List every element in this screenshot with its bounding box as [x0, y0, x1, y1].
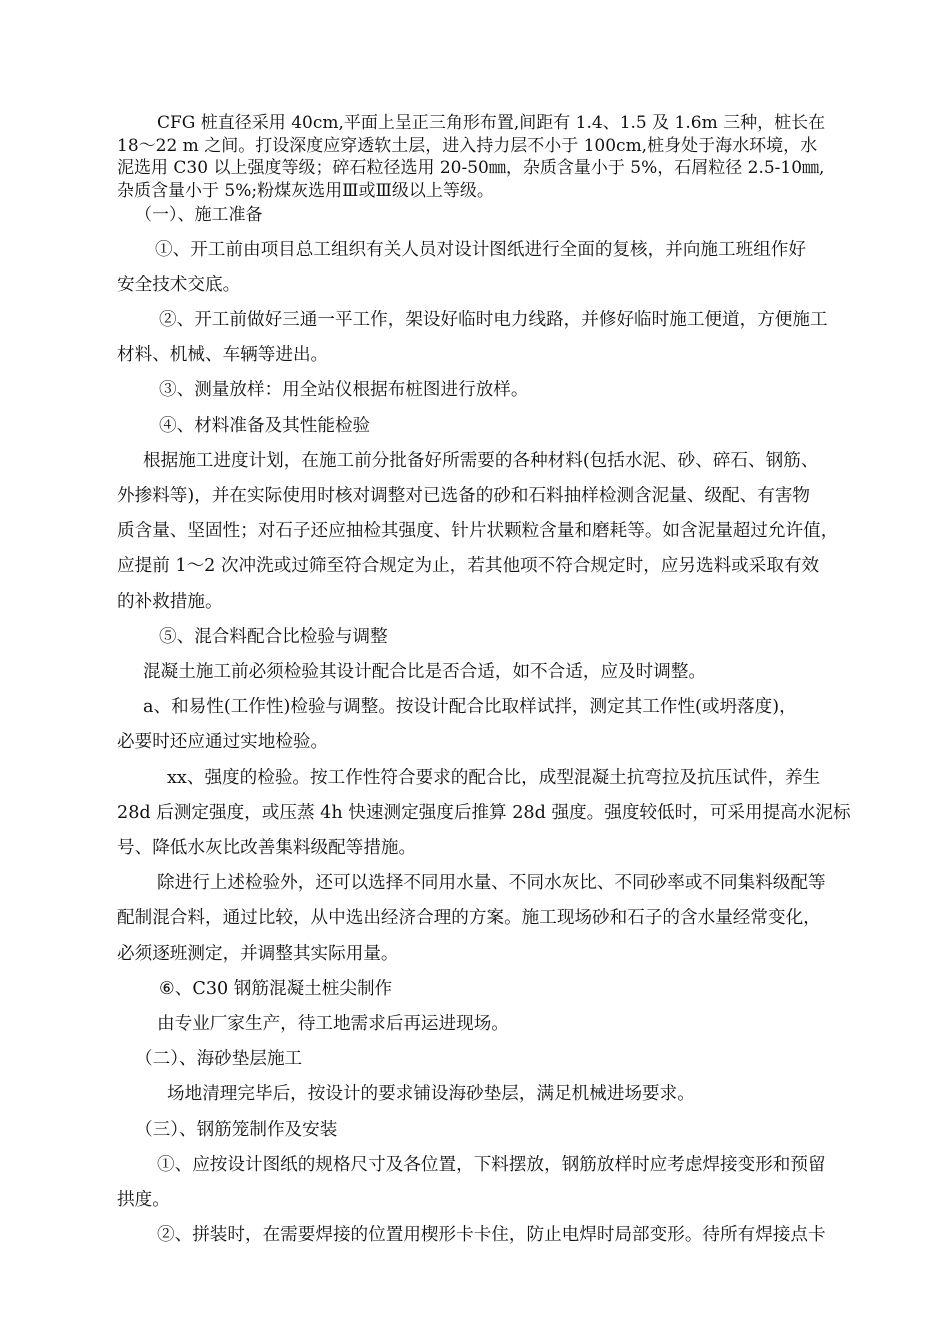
item-5b-line-2: 28d 后测定强度，或压蒸 4h 快速测定强度后推算 28d 强度。强度较低时，可采用提高水泥标 [117, 802, 851, 823]
item-5c-paragraph [117, 866, 863, 972]
item-4-line-3: 质含量、坚固性；对石子还应抽检其强度、针片状颗粒含量和磨耗等。如含泥量超过允许值， [117, 521, 839, 542]
item-1-paragraph [117, 233, 863, 303]
intro-line-3: 泥选用 C30 以上强度等级；碎石粒径选用 20-50㎜，杂质含量小于 5%，石屑粒径 2.5-10㎜, [117, 158, 825, 178]
item-5a-line-1: a、和易性(工作性)检验与调整。按设计配合比取样试拌，测定其工作性(或坍落度)， [143, 697, 797, 718]
item-2-paragraph [117, 303, 863, 373]
item-4-line-2: 外掺料等)，并在实际使用时核对调整对已选备的砂和石料抽样检测含泥量、级配、有害物 [117, 485, 811, 506]
item-3-line: ③、测量放样：用全站仪根据布桩图进行放样。 [159, 380, 529, 401]
item-4-line-1: 根据施工进度计划，在施工前分批备好所需要的各种材料(包括水泥、砂、碎石、钢筋、 [143, 450, 819, 471]
section-3-item-1-line-1: ①、应按设计图纸的规格尺寸及各位置，下料摆放，钢筋放样时应考虑焊接变形和预留 [157, 1154, 826, 1175]
item-1-line-1: ①、开工前由项目总工组织有关人员对设计图纸进行全面的复核，并向施工班组作好 [155, 239, 806, 260]
item-5c-line-3: 必须逐班测定，并调整其实际用量。 [117, 943, 399, 964]
item-2-line-2: 材料、机械、车辆等进出。 [117, 345, 329, 366]
intro-paragraph [117, 112, 863, 202]
item-1-line-2: 安全技术交底。 [117, 274, 241, 295]
section-3-heading: （三）、钢筋笼制作及安装 [135, 1119, 338, 1140]
section-1-heading: （一）、施工准备 [135, 205, 263, 225]
section-2-heading: （二）、海砂垫层施工 [135, 1049, 303, 1070]
item-5c-line-1: 除进行上述检验外，还可以选择不同用水量、不同水灰比、不同砂率或不同集料级配等 [157, 873, 826, 894]
item-5a-paragraph [117, 690, 863, 760]
item-5a-line-2: 必要时还应通过实地检验。 [117, 732, 329, 753]
item-4-heading: ④、材料准备及其性能检验 [159, 415, 371, 436]
item-5-heading: ⑤、混合料配合比检验与调整 [159, 626, 388, 647]
item-5b-line-3: 号、降低水灰比改善集料级配等措施。 [117, 837, 417, 858]
item-2-line-1: ②、开工前做好三通一平工作，架设好临时电力线路，并修好临时施工便道，方便施工 [159, 309, 828, 330]
section-3-item-2-line-1: ②、拼装时，在需要焊接的位置用楔形卡卡住，防止电焊时局部变形。待所有焊接点卡 [157, 1225, 826, 1246]
intro-line-1: CFG 桩直径采用 40cm,平面上呈正三角形布置,间距有 1.4、1.5 及 1.6m 三种，桩长在 [157, 113, 826, 133]
item-4-line-5: 的补救措施。 [117, 591, 223, 612]
item-5-body: 混凝土施工前必须检验其设计配合比是否合适，如不合适，应及时调整。 [143, 661, 707, 682]
item-4-line-4: 应提前 1～2 次冲洗或过筛至符合规定为止，若其他项不符合规定时，应另选料或采取有效 [117, 556, 820, 577]
item-4-body [117, 444, 863, 620]
item-5b-paragraph [117, 761, 863, 867]
document-body [117, 112, 863, 1253]
section-3-item-1-paragraph [117, 1148, 863, 1218]
section-2-body: 场地清理完毕后，按设计的要求铺设海砂垫层，满足机械进场要求。 [167, 1084, 695, 1105]
intro-line-4: 杂质含量小于 5%;粉煤灰选用Ⅲ或Ⅲ级以上等级。 [117, 180, 494, 201]
section-3-item-1-line-2: 拱度。 [117, 1189, 170, 1210]
intro-line-2: 18～22 m 之间。打设深度应穿透软土层，进入持力层不小于 100cm,桩身处于海水环境，水 [117, 135, 818, 156]
item-6-heading: ⑥、C30 钢筋混凝土桩尖制作 [159, 978, 393, 999]
item-6-body: 由专业厂家生产，待工地需求后再运进现场。 [157, 1013, 509, 1034]
item-5c-line-2: 配制混合料，通过比较，从中选出经济合理的方案。施工现场砂和石子的含水量经常变化， [117, 908, 821, 929]
item-5b-line-1: xx、强度的检验。按工作性符合要求的配合比，成型混凝土抗弯拉及抗压试件，养生 [167, 767, 821, 788]
